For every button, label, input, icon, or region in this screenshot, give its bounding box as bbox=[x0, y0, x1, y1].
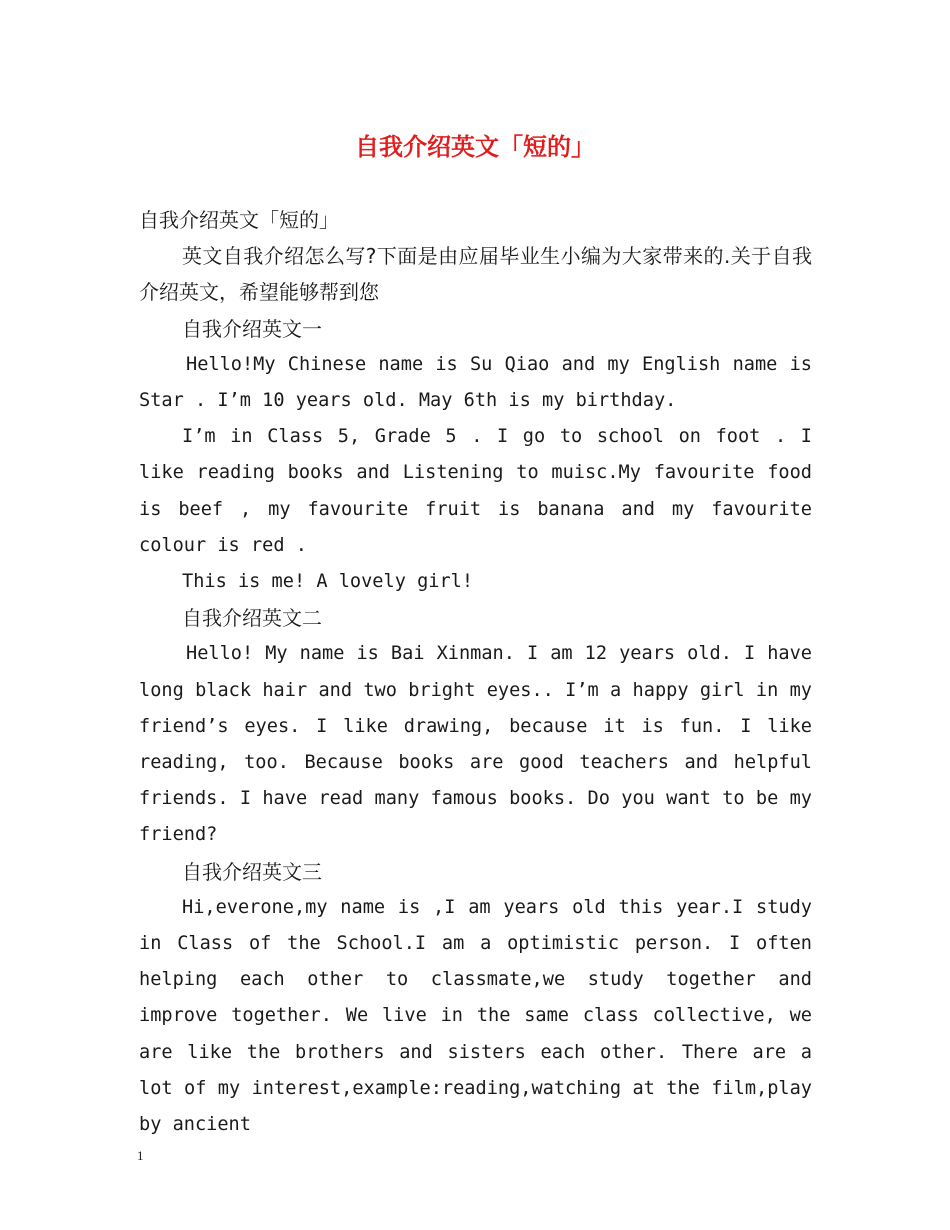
paragraph-english-2: Hello! My name is Bai Xinman. I am 12 years old. I have long black hair and two bright eyes.. I’m a happy girl in my friend’s eyes. I like drawing, because it is fun. I like reading, too. Because books are good teachers and helpful friends. I have read many famous books. Do you want to be my friend? bbox=[139, 643, 812, 846]
document-body bbox=[139, 202, 812, 1143]
page-number: 1 bbox=[137, 1148, 144, 1163]
document-title: 自我介绍英文「短的」 bbox=[355, 133, 595, 161]
paragraph-english-1a: Hello!My Chinese name is Su Qiao and my English name is Star . I’m 10 years old. May 6th is my birthday. bbox=[139, 353, 812, 412]
paragraph-heading: 自我介绍英文「短的」 bbox=[139, 208, 339, 232]
section-heading-3: 自我介绍英文三 bbox=[182, 859, 322, 884]
paragraph-english-3: Hi,everone,my name is ,I am years old this year.I study in Class of the School.I am a optimistic person. I often helping each other to classmate,we study together and improve together. We live in the same class collective, we are like the brothers and sisters each other. There are a lot of my interest,example:reading,watching at the film,play by ancient bbox=[139, 896, 812, 1136]
section-heading-1: 自我介绍英文一 bbox=[182, 316, 322, 341]
paragraph-english-1c: This is me! A lovely girl! bbox=[182, 571, 474, 593]
section-heading-2: 自我介绍英文二 bbox=[182, 606, 322, 631]
paragraph-english-1b: I’m in Class 5, Grade 5 . I go to school on foot . I like reading books and Listening to muisc.My favourite food is beef , my favourite fruit is banana and my favourite colour is red . bbox=[139, 426, 812, 556]
paragraph-intro: 英文自我介绍怎么写?下面是由应届毕业生小编为大家带来的.关于自我介绍英文，希望能够帮到您 bbox=[139, 244, 812, 305]
